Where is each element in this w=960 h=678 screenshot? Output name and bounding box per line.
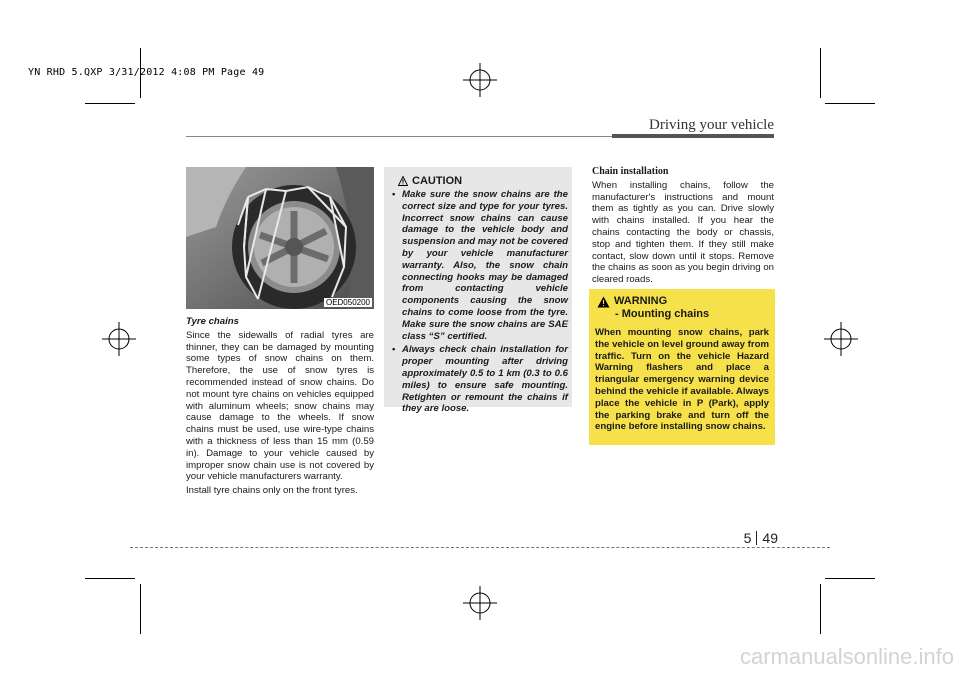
crop-mark — [825, 103, 875, 104]
chapter-number: 5 — [743, 530, 752, 546]
crop-mark — [85, 103, 135, 104]
subsection-heading: Chain installation — [592, 166, 669, 177]
caution-header — [398, 175, 462, 187]
left-column — [186, 316, 374, 499]
registration-mark-icon — [463, 63, 497, 97]
figure-code: OED050200 — [325, 298, 370, 307]
crop-mark — [825, 578, 875, 579]
footer-divider — [130, 547, 830, 548]
caution-title: CAUTION — [412, 175, 463, 187]
page-number — [744, 530, 778, 546]
caution-box — [384, 167, 572, 415]
watermark: carmanualsonline.info — [739, 644, 954, 669]
body-paragraph: When installing chains, follow the manufacturer's instructions and mount them as tightly as you can. Drive slowly with chains installed. If you hear the chains contacting the body or chassis, stop and tighten them. If they still make contact, slow down until it stops. Remove the chains as soon as you begin driving on cleared roads. — [592, 179, 774, 286]
print-slug: YN RHD 5.QXP 3/31/2012 4:08 PM Page 49 — [28, 67, 265, 78]
warning-subtitle: - Mounting chains — [615, 308, 710, 320]
page-number-separator — [756, 531, 757, 545]
warning-header — [597, 295, 709, 321]
body-paragraph: Since the sidewalls of radial tyres are thinner, they can be damaged by mounting some types of snow chains on them. Therefore, the use of snow tyres is recommended instead of snow chains. Do not mount tyre chains on vehicles equipped with aluminum wheels; snow chains may cause damage to the wheels. If snow chains must be used, use wire-type chains with a thickness of less than 15 mm (0.59 in). Damage to your vehicle caused by improper snow chain use is not covered by your vehicle manufacturers warranty. — [186, 329, 374, 483]
caution-triangle-icon — [398, 176, 408, 186]
crop-mark — [820, 48, 821, 98]
registration-mark-icon — [463, 586, 497, 620]
page-number-value: 49 — [762, 530, 778, 546]
registration-mark-icon — [102, 322, 136, 356]
warning-triangle-icon — [597, 296, 610, 308]
caution-list — [392, 189, 568, 417]
crop-mark — [820, 584, 821, 634]
title-divider-accent — [612, 134, 774, 138]
warning-body: When mounting snow chains, park the vehicle on level ground away from traffic. Turn on the vehicle Hazard Warning flashers and place a triangular emergency warning device behind the vehicle if available. Always place the vehicle in P (Park), apply the parking brake and turn off the engine before installing snow chains. — [595, 327, 769, 433]
tyre-chain-illustration-icon — [186, 167, 374, 309]
warning-box — [589, 289, 775, 445]
body-paragraph: Install tyre chains only on the front tyres. — [186, 485, 358, 497]
section-title: Driving your vehicle — [649, 117, 774, 133]
registration-mark-icon — [824, 322, 858, 356]
figure-caption: Tyre chains — [186, 316, 239, 327]
tyre-chain-photo — [186, 167, 374, 309]
caution-item: • Always check chain installation for proper mounting after driving approximately 0.5 to 1 km (0.3 to 0.6 miles) to ensure safe mounting. Retighten or remount the chains if they are loose. — [392, 344, 568, 415]
right-column — [592, 166, 774, 286]
caution-item: • Make sure the snow chains are the correct size and type for your tyres. Incorrect snow chains can cause damage to the vehicle body and suspension and may not be covered by your vehicle manufacturer warranty. Also, the snow chain connecting hooks may be damaged from contacting vehicle components causing the snow chains to come loose from the tyre. Make sure the snow chains are SAE class “S” certified. — [392, 189, 568, 342]
crop-mark — [85, 578, 135, 579]
warning-title: WARNING — [614, 295, 668, 307]
crop-mark — [140, 584, 141, 634]
